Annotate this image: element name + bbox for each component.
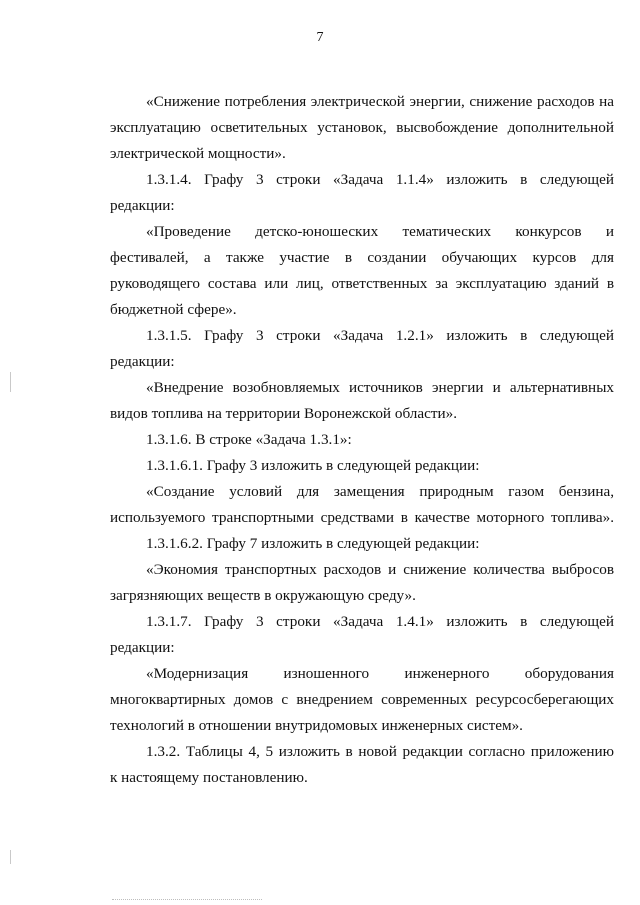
text-line: редакции: [110,353,175,370]
text-line: видов топлива на территории Воронежской области». [110,405,458,422]
scan-bottom-rule [112,899,262,900]
text-line: 1.3.1.6.2. Графу 7 изложить в следующей редакции: [146,535,480,552]
text-line: редакции: [110,639,175,656]
text-line: технологий в отношении внутридомовых инженерных систем». [110,717,523,734]
text-line: 1.3.1.4. Графу 3 строки «Задача 1.1.4» изложить в следующей [146,171,614,188]
text-line: «Создание условий для замещения природным газом бензина, [146,483,614,500]
text-line: 1.3.1.6. В строке «Задача 1.3.1»: [146,431,352,448]
text-line: многоквартирных домов с внедрением современных ресурсосберегающих [110,691,614,708]
text-line: 1.3.1.6.1. Графу 3 изложить в следующей редакции: [146,457,480,474]
text-line: «Модернизация изношенного инженерного оборудования [146,665,614,682]
text-line: «Внедрение возобновляемых источников энергии и альтернативных [146,379,614,396]
text-line: 1.3.1.5. Графу 3 строки «Задача 1.2.1» изложить в следующей [146,327,614,344]
text-line: загрязняющих веществ в окружающую среду». [110,587,416,604]
scan-margin-mark [10,850,11,864]
page-number: 7 [316,30,324,45]
text-line: «Снижение потребления электрической энергии, снижение расходов на [146,93,614,110]
text-line: редакции: [110,197,175,214]
text-line: бюджетной сфере». [110,301,237,318]
text-line: «Проведение детско-юношеских тематических конкурсов и [146,223,614,240]
text-line: «Экономия транспортных расходов и снижение количества выбросов [146,561,614,578]
text-line: фестивалей, а также участие в создании обучающих курсов для [110,249,614,266]
text-line: к настоящему постановлению. [110,769,308,786]
text-line: электрической мощности». [110,145,286,162]
scan-margin-mark [10,372,11,392]
text-line: 1.3.2. Таблицы 4, 5 изложить в новой редакции согласно приложению [146,743,614,760]
text-line: 1.3.1.7. Графу 3 строки «Задача 1.4.1» изложить в следующей [146,613,614,630]
text-line: эксплуатацию осветительных установок, высвобождение дополнительной [110,119,614,136]
text-line: используемого транспортными средствами в качестве моторного топлива». [110,509,614,526]
text-line: руководящего состава или лиц, ответственных за эксплуатацию зданий в [110,275,614,292]
